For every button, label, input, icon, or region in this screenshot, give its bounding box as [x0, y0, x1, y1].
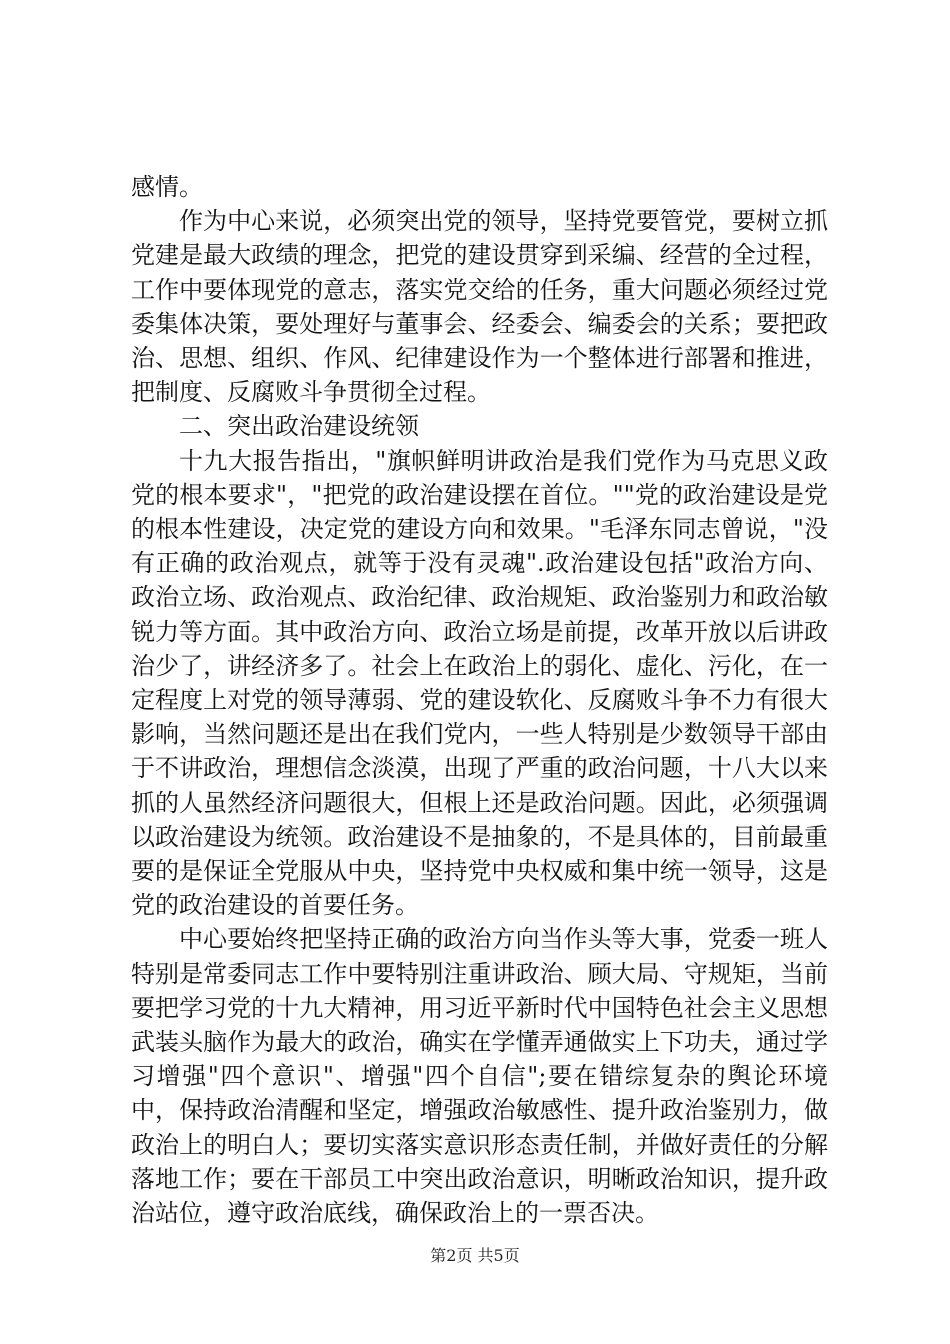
paragraph-continuation: 感情。: [131, 173, 203, 201]
paragraph-party-leadership: 作为中心来说，必须突出党的领导，坚持党要管党，要树立抓党建是最大政绩的理念，把党的建设贯穿到采编、经营的全过程，工作中要体现党的意志，落实党交给的任务，重大问题必须经过党委集体决策，要处理好与董事会、经委会、编委会的关系；要把政治、思想、组织、作风、纪律建设作为一个整体进行部署和推进，把制度、反腐败斗争贯彻全过程。: [131, 207, 828, 407]
document-body: [131, 170, 828, 1230]
paragraph-center-political-direction: 中心要始终把坚持正确的政治方向当作头等大事，党委一班人特别是常委同志工作中要特别注重讲政治、顾大局、守规矩，当前要把学习党的十九大精神，用习近平新时代中国特色社会主义思想武装头脑作为最大的政治，确实在学懂弄通做实上下功夫，通过学习增强"四个意识"、增强"四个自信";要在错综复杂的舆论环境中，保持政治清醒和坚定，增强政治敏感性、提升政治鉴别力，做政治上的明白人；要切实落实意识形态责任制，并做好责任的分解落地工作；要在干部员工中突出政治意识，明晰政治知识，提升政治站位，遵守政治底线，确保政治上的一票否决。: [131, 925, 828, 1228]
paragraph-nineteenth-congress-report: 十九大报告指出，"旗帜鲜明讲政治是我们党作为马克思义政党的根本要求"，"把党的政治建设摆在首位。""党的政治建设是党的根本性建设，决定党的建设方向和效果。"毛泽东同志曾说，"没有正确的政治观点，就等于没有灵魂".政治建设包括"政治方向、政治立场、政治观点、政治纪律、政治规矩、政治鉴别力和政治敏锐力等方面。其中政治方向、政治立场是前提，改革开放以后讲政治少了，讲经济多了。社会上在政治上的弱化、虚化、污化，在一定程度上对党的领导薄弱、党的建设软化、反腐败斗争不力有很大影响，当然问题还是出在我们党内，一些人特别是少数领导干部由于不讲政治，理想信念淡漠，出现了严重的政治问题，十八大以来抓的人虽然经济问题很大，但根上还是政治问题。因此，必须强调以政治建设为统领。政治建设不是抽象的，不是具体的，目前最重要的是保证全党服从中央，坚持党中央权威和集中统一领导，这是党的政治建设的首要任务。: [131, 446, 828, 920]
section-heading-political-construction: 二、突出政治建设统领: [179, 412, 419, 441]
page-number-footer: 第2页 共5页: [430, 1246, 520, 1265]
